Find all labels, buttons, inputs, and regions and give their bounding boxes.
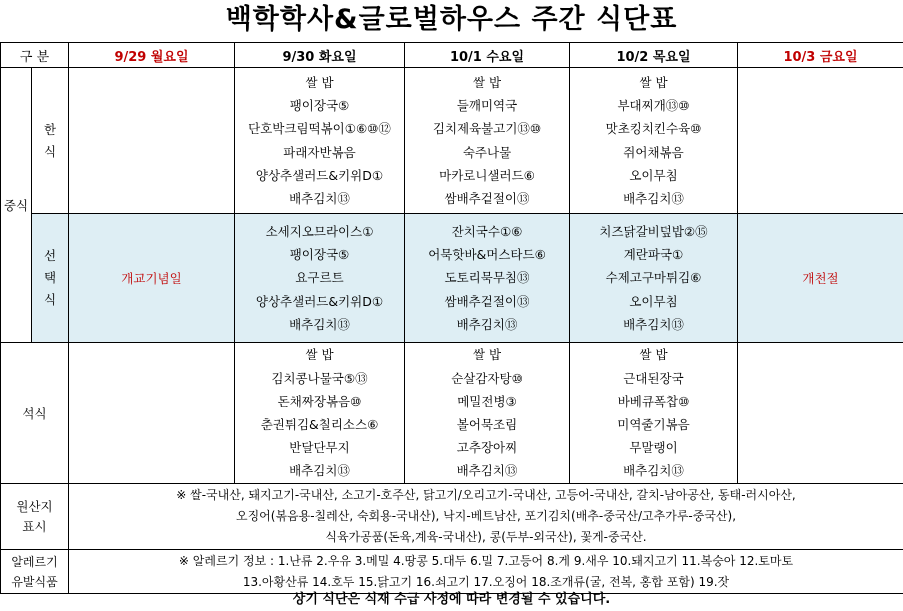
- header-row: [1, 43, 903, 68]
- menu-item: ※ 쌀-국내산, 돼지고기-국내산, 소고기-호주산, 닭고기/오리고기-국내산, 고등어-국내산, 갈치-남아공산, 동태-러시아산,: [176, 488, 796, 502]
- menu-table: [0, 42, 903, 594]
- dinner-row: [1, 343, 903, 484]
- day-header-thu: 10/2 목요일: [570, 43, 738, 68]
- gubun-header: 구 분: [1, 43, 69, 68]
- select-wed: [405, 214, 570, 343]
- menu-item: 쌈배추겉절이⑬: [444, 190, 530, 206]
- menu-item: 맛초킹치킨수육⑩: [605, 121, 702, 137]
- menu-item: 숙주나물: [462, 144, 512, 160]
- select-row: [1, 214, 903, 343]
- menu-item: 김치콩나물국⑤⑬: [271, 370, 368, 386]
- menu-item: 메밀전병③: [457, 393, 517, 409]
- menu-item: 쥐어채볶음: [623, 144, 684, 160]
- menu-item: 배추김치⑬: [289, 190, 350, 206]
- korean-row: [1, 68, 903, 214]
- menu-item: 잔치국수①⑥: [451, 224, 523, 240]
- origin-notes: [69, 484, 903, 550]
- dinner-tue: [235, 343, 405, 484]
- dinner-mon: [69, 343, 235, 484]
- origin-row: [1, 484, 903, 550]
- menu-item: 배추김치⑬: [623, 190, 684, 206]
- menu-item: 볼어묵조림: [456, 417, 518, 432]
- menu-item: 팽이장국⑤: [289, 98, 350, 114]
- korean-mon: [69, 68, 235, 214]
- origin-label: 원산지 표시: [1, 484, 69, 550]
- menu-item: 배추김치⑬: [623, 316, 684, 332]
- select-tue: [235, 214, 405, 343]
- lunch-label: 중식: [1, 68, 32, 343]
- allergy-notes: [69, 550, 903, 594]
- day-header-wed: 10/1 수요일: [405, 43, 570, 68]
- menu-item: 오이무침: [629, 167, 678, 183]
- menu-item: 도토리묵무침⑬: [444, 270, 530, 286]
- korean-thu: [570, 68, 738, 214]
- menu-item: 김치제육불고기⑬⑩: [432, 121, 542, 137]
- menu-item: 반달단무지: [289, 440, 350, 456]
- select-fri: 개천절: [738, 214, 903, 343]
- menu-item: 쌀 밥: [639, 74, 668, 90]
- dinner-thu: [570, 343, 738, 484]
- page-title: 백학학사&글로벌하우스 주간 식단표: [225, 4, 678, 35]
- day-header-mon: 9/29 월요일: [69, 43, 235, 68]
- menu-item: 쌀 밥: [305, 347, 334, 363]
- menu-item: 무말랭이: [629, 440, 678, 456]
- menu-item: 양상추샐러드&키위D①: [255, 167, 384, 183]
- menu-item: 요구르트: [295, 270, 344, 286]
- menu-item: 소세지오므라이스①: [265, 224, 374, 240]
- menu-item: 마카로니샐러드⑥: [439, 167, 535, 183]
- menu-item: 들깨미역국: [456, 98, 518, 114]
- menu-item: 팽이장국⑤: [289, 247, 350, 263]
- menu-item: 쌀 밥: [472, 347, 502, 363]
- menu-item: 부대찌개⑬⑩: [617, 98, 690, 114]
- menu-item: 미역줄기볶음: [617, 417, 690, 432]
- menu-item: 배추김치⑬: [623, 463, 684, 479]
- footer-note: 상기 식단은 식재 수급 사정에 따라 변경될 수 있습니다.: [292, 592, 611, 607]
- korean-tue: [235, 68, 405, 214]
- menu-item: 쌀 밥: [305, 74, 334, 90]
- menu-item: 수제고구마튀김⑥: [605, 270, 702, 286]
- select-label: 선 택 식: [32, 214, 69, 343]
- menu-item: 식육가공품(돈육,계육-국내산), 콩(두부-외국산), 꽃게-중국산.: [325, 530, 647, 544]
- menu-item: 근대된장국: [623, 370, 684, 386]
- menu-item: 춘권튀김&칠리소스⑥: [260, 417, 379, 432]
- menu-item: 치즈닭갈비덮밥②⑮: [599, 224, 708, 240]
- menu-item: 양상추샐러드&키위D①: [255, 293, 384, 309]
- menu-item: 고추장아찌: [456, 440, 518, 456]
- dinner-label: 석식: [1, 343, 69, 484]
- allergy-row: [1, 550, 903, 594]
- menu-item: 쌀 밥: [639, 347, 668, 363]
- menu-item: 배추김치⑬: [289, 316, 350, 332]
- select-thu: [570, 214, 738, 343]
- menu-item: 순살감자탕⑩: [451, 370, 523, 386]
- menu-item: 파래자반볶음: [283, 144, 356, 160]
- menu-item: 오징어(볶음용-칠레산, 숙회용-국내산), 낙지-베트남산, 포기김치(배추-중국산/고추가루-중국산),: [235, 509, 737, 523]
- menu-item: 13.아황산류 14.호두 15.닭고기 16.쇠고기 17.오징어 18.조개류(굴, 전복, 홍합 포함) 19.잣: [242, 574, 730, 589]
- select-mon: 개교기념일: [69, 214, 235, 343]
- menu-item: 단호박크림떡볶이①⑥⑩⑫: [248, 121, 391, 137]
- korean-wed: [405, 68, 570, 214]
- menu-item: 어묵핫바&머스타드⑥: [428, 247, 546, 263]
- korean-fri: [738, 68, 903, 214]
- menu-item: 배추김치⑬: [456, 463, 518, 479]
- dinner-wed: [405, 343, 570, 484]
- menu-item: 쌈배추겉절이⑬: [444, 293, 530, 309]
- menu-item: 돈채짜장볶음⑩: [277, 393, 362, 409]
- dinner-fri: [738, 343, 903, 484]
- menu-item: 계란파국①: [623, 247, 684, 263]
- allergy-label: 알레르기 유발식품: [1, 550, 69, 594]
- day-header-tue: 9/30 화요일: [235, 43, 405, 68]
- menu-item: 바베큐폭찹⑩: [617, 393, 690, 409]
- menu-item: 배추김치⑬: [456, 316, 518, 332]
- menu-item: 쌀 밥: [472, 74, 502, 90]
- day-header-fri: 10/3 금요일: [738, 43, 903, 68]
- korean-label: 한 식: [32, 68, 69, 214]
- menu-item: ※ 알레르기 정보 : 1.난류 2.우유 3.메밀 4.땅콩 5.대두 6.밀 7.고등어 8.게 9.새우 10.돼지고기 11.복숭아 12.토마토: [178, 553, 794, 568]
- menu-item: 오이무침: [629, 293, 678, 309]
- menu-item: 배추김치⑬: [289, 463, 350, 479]
